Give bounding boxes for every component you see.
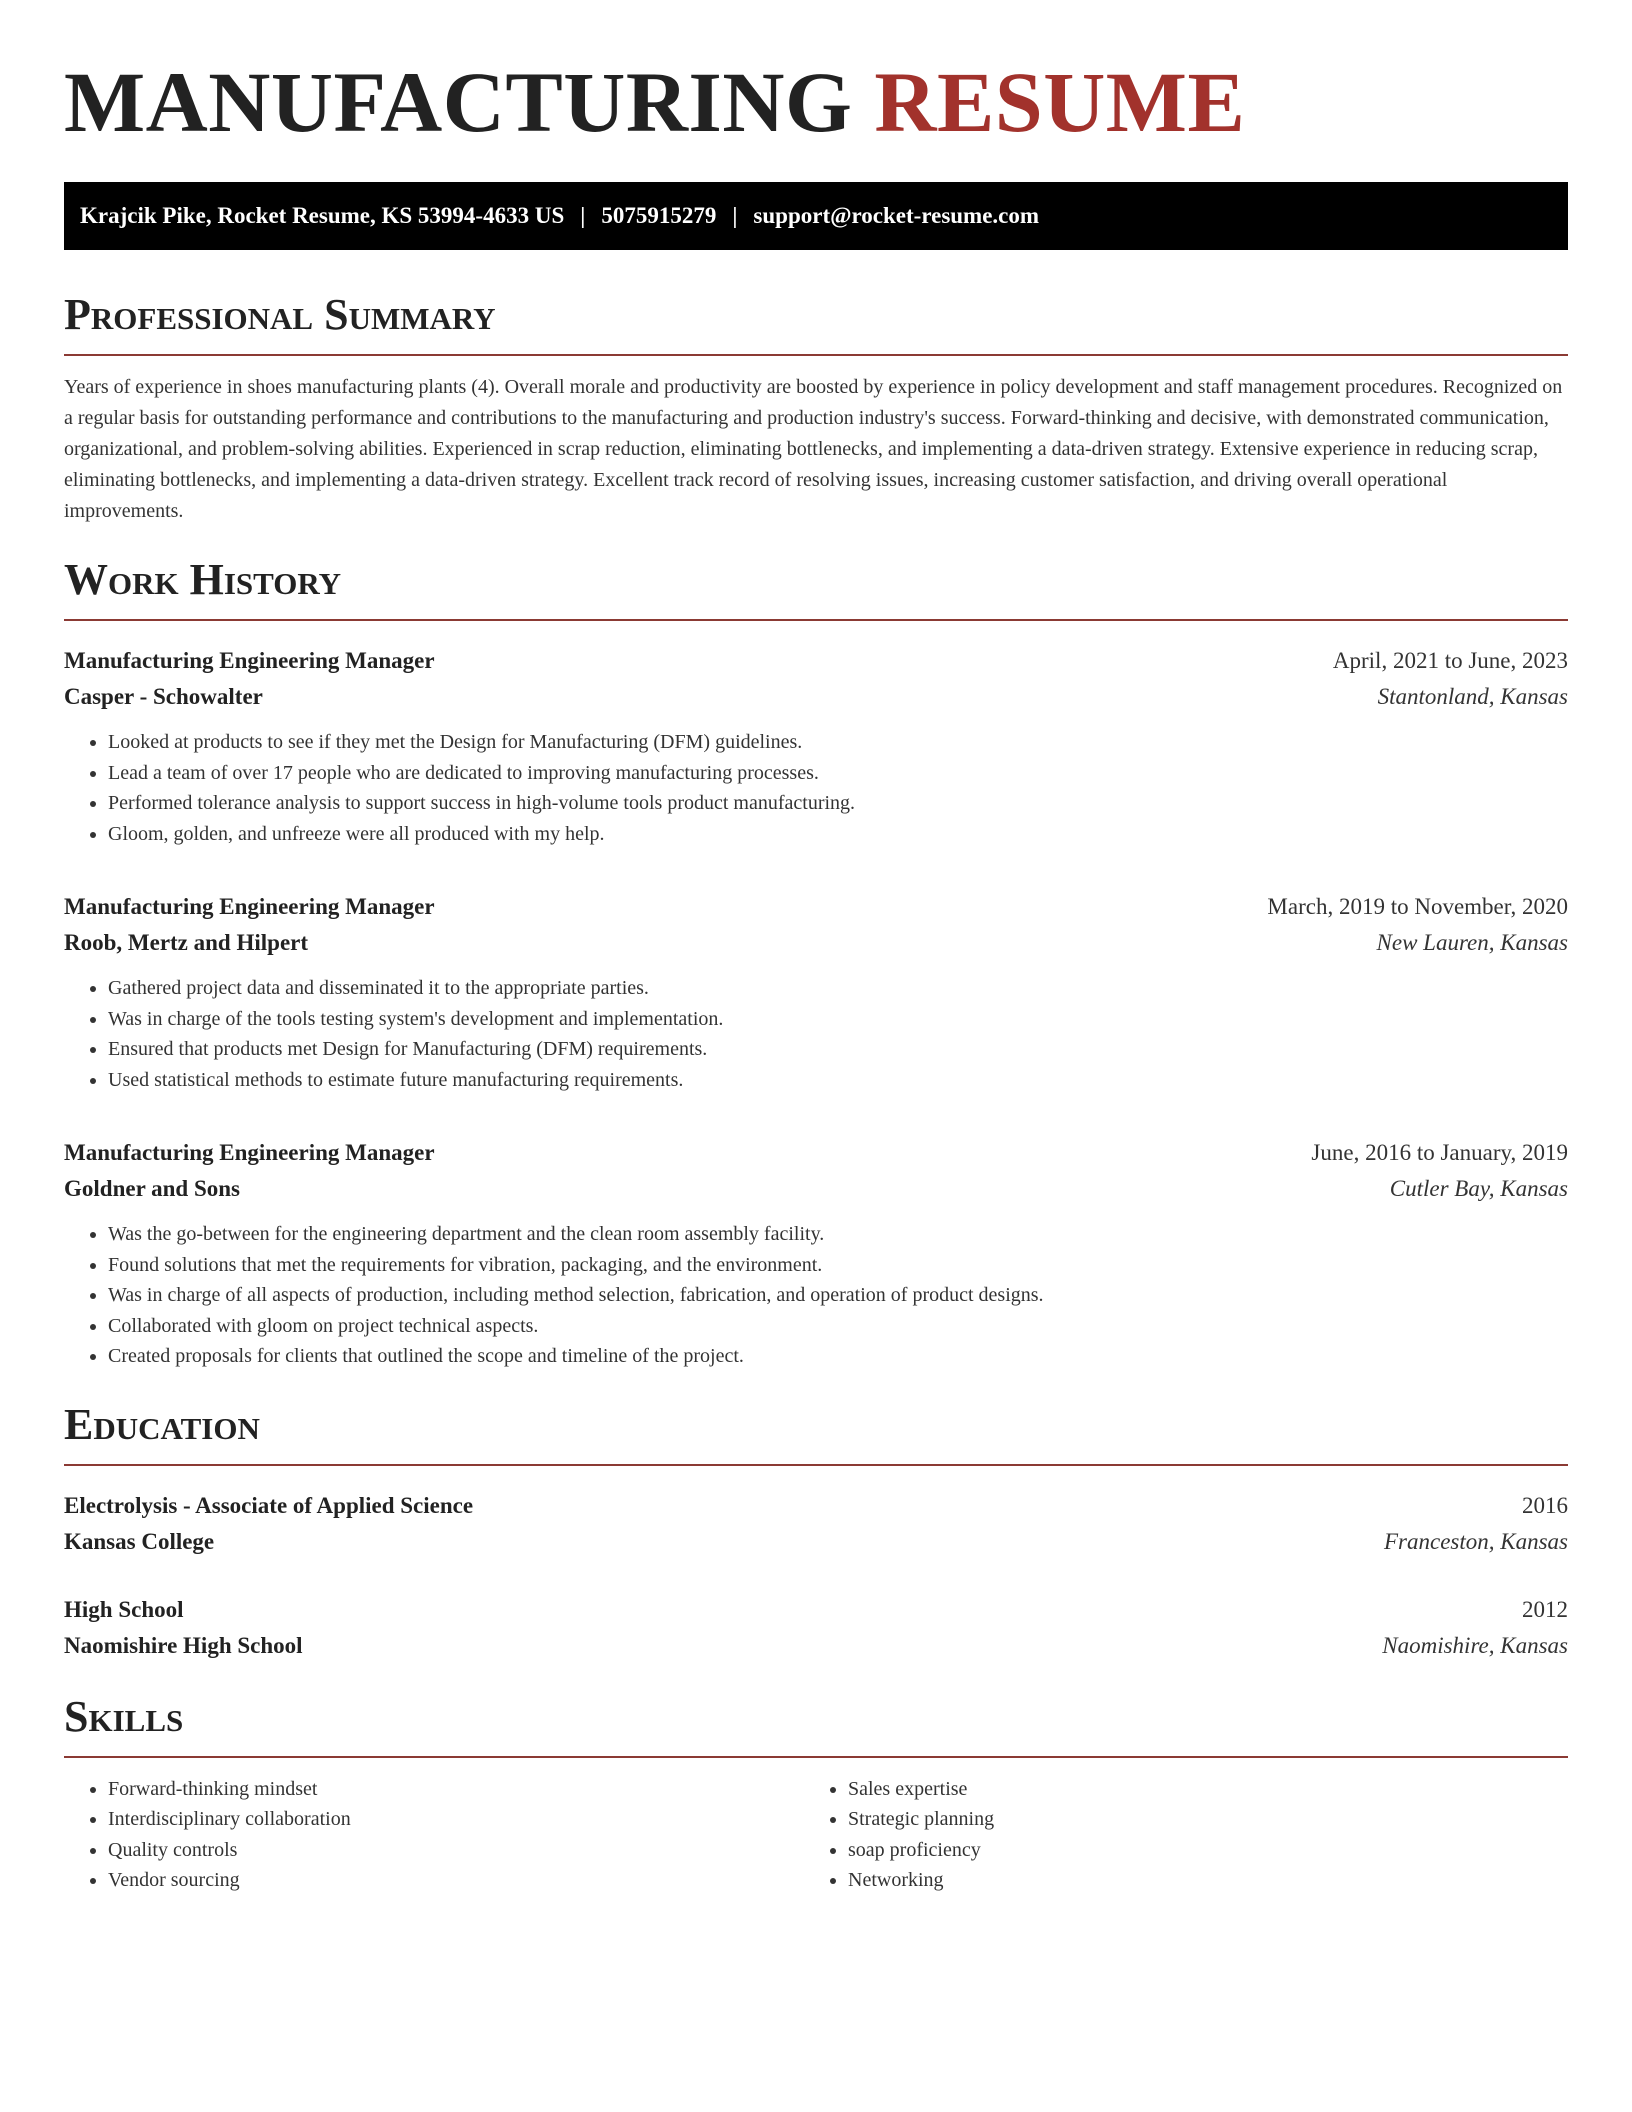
education-degree: High School [64,1596,184,1622]
education-entry [64,1592,1568,1664]
skills-list-right [804,1774,1544,1896]
education-section [64,1399,1568,1664]
section-divider [64,1756,1568,1758]
skill-item: • Strategic planning [848,1804,1544,1835]
job-company: Goldner and Sons [64,1176,240,1201]
education-degree: Electrolysis - Associate of Applied Science [64,1492,474,1518]
skill-item: • Quality controls [108,1835,804,1866]
job-bullet: • Ensured that products met Design for Manufacturing (DFM) requirements. [108,1034,1568,1065]
job-bullet: • Used statistical methods to estimate future manufacturing requirements. [108,1065,1568,1096]
title-accent: RESUME [874,54,1246,150]
education-year: 2012 [1522,1596,1568,1622]
education-location: Naomishire, Kansas [1382,1632,1568,1658]
skill-item: • Networking [848,1865,1544,1896]
job-entry [64,643,1568,849]
contact-separator: | [580,203,586,228]
job-title: Manufacturing Engineering Manager [64,648,435,673]
skills-columns [64,1774,1568,1896]
skill-item: • soap proficiency [848,1835,1544,1866]
education-entry [64,1488,1568,1560]
education-location: Franceston, Kansas [1384,1528,1568,1554]
job-dates: April, 2021 to June, 2023 [1332,648,1568,673]
resume-title [64,52,1568,152]
job-entry [64,1135,1568,1372]
education-school: Kansas College [64,1528,215,1554]
summary-section [64,292,1568,527]
job-bullet: • Gloom, golden, and unfreeze were all produced with my help. [108,819,1568,850]
job-bullet: • Created proposals for clients that outlined the scope and timeline of the project. [108,1341,1568,1372]
job-bullet: • Collaborated with gloom on project technical aspects. [108,1311,1568,1342]
contact-separator: | [732,203,738,228]
job-bullets [64,727,1568,849]
job-bullet: • Found solutions that met the requirements for vibration, packaging, and the environment. [108,1250,1568,1281]
skills-heading: Skills [64,1691,184,1741]
job-location: Stantonland, Kansas [1377,684,1568,709]
job-bullet: • Performed tolerance analysis to support success in high-volume tools product manufacturing. [108,788,1568,819]
job-bullet: • Lead a team of over 17 people who are dedicated to improving manufacturing processes. [108,758,1568,789]
job-entry [64,889,1568,1095]
summary-heading: Professional Summary [64,290,496,339]
work-history-section [64,557,1568,1372]
section-divider [64,354,1568,356]
section-divider [64,619,1568,621]
job-bullet: • Gathered project data and disseminated it to the appropriate parties. [108,973,1568,1004]
job-title: Manufacturing Engineering Manager [64,894,435,919]
job-company: Roob, Mertz and Hilpert [64,930,309,955]
skill-item: • Sales expertise [848,1774,1544,1805]
job-bullets [64,973,1568,1095]
summary-text: Years of experience in shoes manufacturing plants (4). Overall morale and productivity are boosted by experience in policy development and staff management procedures. Recognized on a regular basis for outstanding performance and contributions to the manufacturing and production industry's success. Forward-thinking and decisive, with demonstrated communication, organizational, and problem-solving abilities. Experienced in scrap reduction, eliminating bottlenecks, and implementing a data-driven strategy. Extensive experience in reducing scrap, eliminating bottlenecks, and implementing a data-driven strategy. Excellent track record of resolving issues, increasing customer satisfaction, and driving overall operational improvements. [64,376,1563,522]
job-bullet: • Was in charge of all aspects of production, including method selection, fabrication, and operation of product designs. [108,1280,1568,1311]
skill-item: • Forward-thinking mindset [108,1774,804,1805]
skills-section [64,1691,1568,1896]
contact-email[interactable]: support@rocket-resume.com [753,203,1040,228]
education-school: Naomishire High School [64,1632,303,1658]
skills-list-left [64,1774,804,1896]
education-heading: Education [64,1399,260,1449]
section-divider [64,1464,1568,1466]
contact-address: Krajcik Pike, Rocket Resume, KS 53994-4633 US [80,203,565,228]
job-company: Casper - Schowalter [64,684,263,709]
job-dates: March, 2019 to November, 2020 [1267,894,1568,919]
job-dates: June, 2016 to January, 2019 [1311,1140,1568,1165]
skill-item: • Vendor sourcing [108,1865,804,1896]
job-bullets [64,1219,1568,1372]
contact-phone[interactable]: 5075915279 [601,203,717,228]
contact-bar [64,182,1568,250]
job-location: New Lauren, Kansas [1376,930,1568,955]
job-bullet: • Was the go-between for the engineering department and the clean room assembly facility. [108,1219,1568,1250]
skill-item: • Interdisciplinary collaboration [108,1804,804,1835]
job-title: Manufacturing Engineering Manager [64,1140,435,1165]
job-location: Cutler Bay, Kansas [1389,1176,1568,1201]
title-main: MANUFACTURING [64,54,853,150]
education-year: 2016 [1522,1492,1568,1518]
job-bullet: • Was in charge of the tools testing system's development and implementation. [108,1004,1568,1035]
work-history-heading: Work History [64,555,342,604]
job-bullet: • Looked at products to see if they met the Design for Manufacturing (DFM) guidelines. [108,727,1568,758]
